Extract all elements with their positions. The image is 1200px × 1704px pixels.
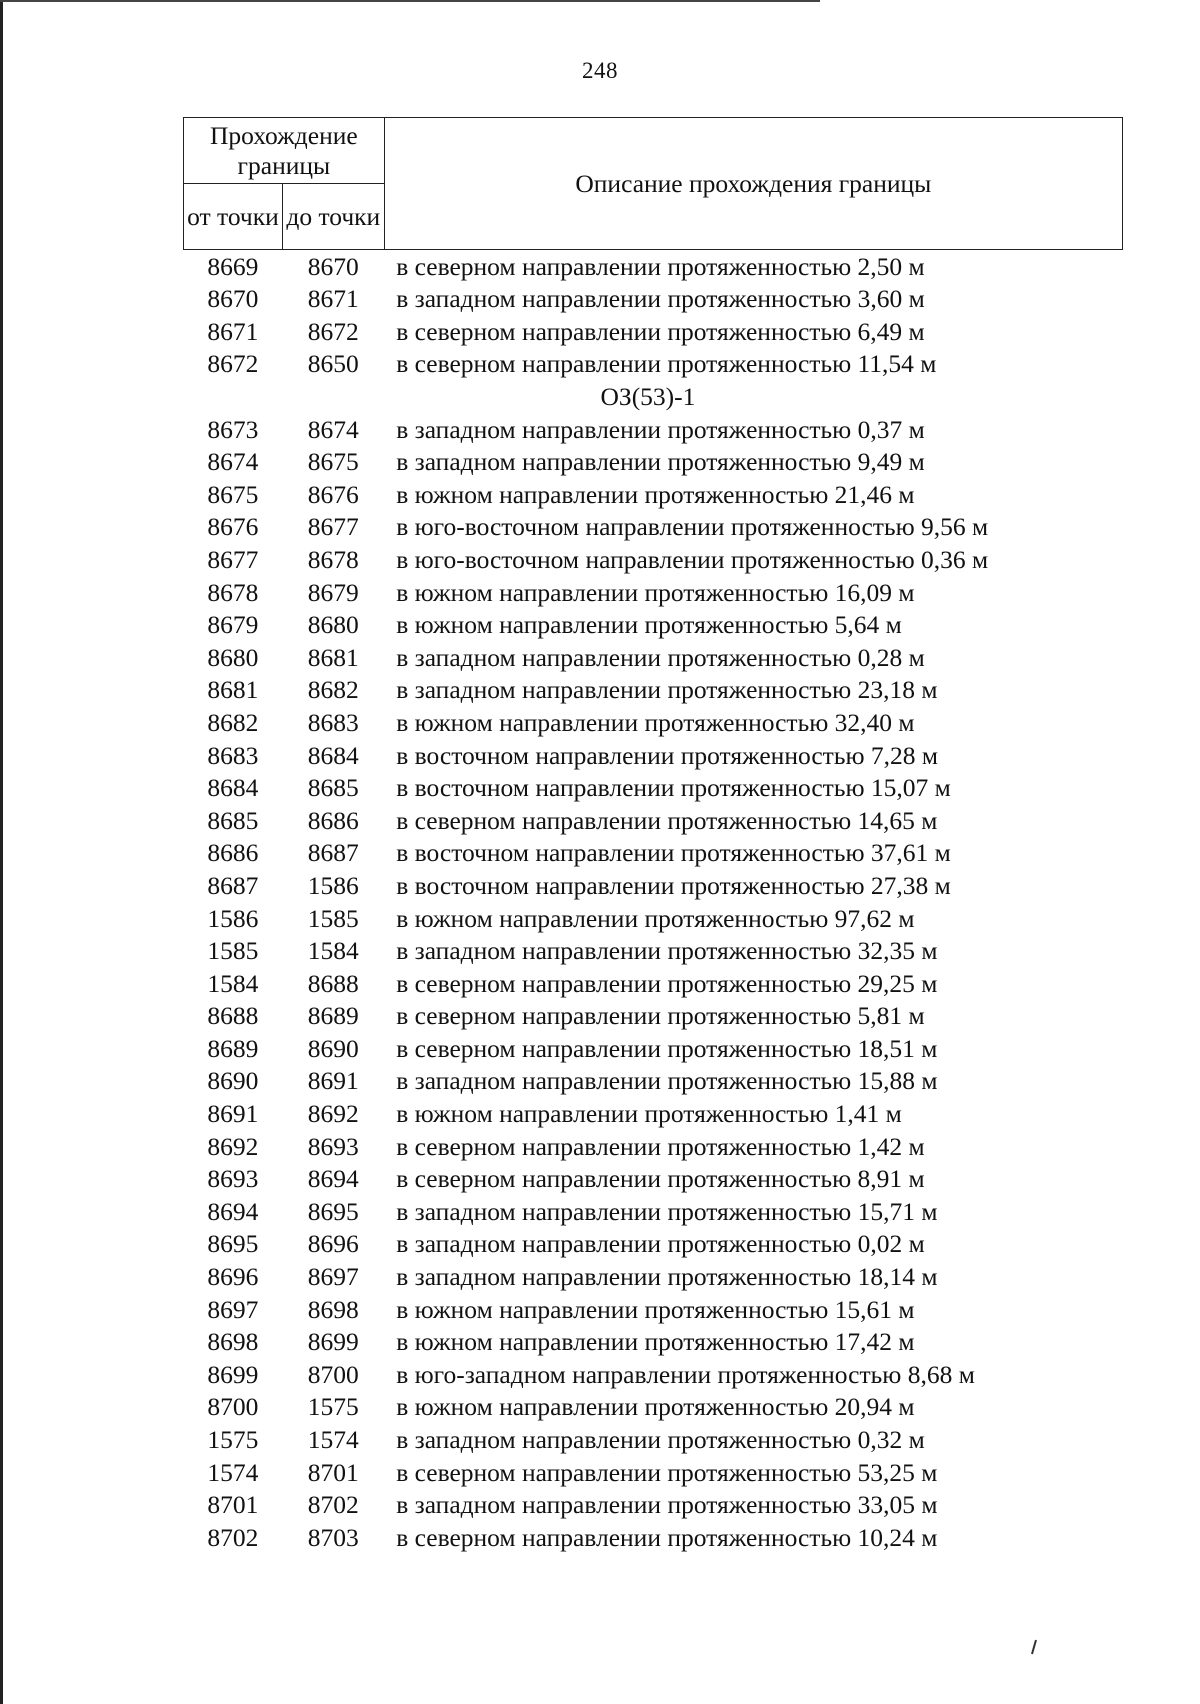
from-point-cell: 8670	[207, 284, 259, 314]
from-point-cell: 8696	[207, 1262, 259, 1292]
table-row	[184, 674, 1123, 707]
section-row	[184, 380, 1123, 413]
table-row	[184, 837, 1123, 870]
description-cell: в западном направлении протяженностью 18,14 м	[396, 1262, 938, 1292]
table-row	[184, 413, 1123, 446]
description-cell: в западном направлении протяженностью 0,28 м	[396, 642, 925, 672]
description-cell: в восточном направлении протяженностью 37,61 м	[396, 838, 951, 868]
description-cell: в северном направлении протяженностью 1,42 м	[396, 1131, 925, 1161]
table-row	[184, 1097, 1123, 1130]
section-block	[184, 380, 1123, 413]
description-cell: в западном направлении протяженностью 15,88 м	[396, 1066, 938, 1096]
table-row	[184, 1228, 1123, 1261]
description-cell: в северном направлении протяженностью 5,81 м	[396, 1001, 925, 1031]
description-cell: в северном направлении протяженностью 14,65 м	[396, 805, 938, 835]
to-point-cell: 8650	[307, 349, 359, 379]
to-point-cell: 8686	[307, 805, 359, 835]
description-cell: в южном направлении протяженностью 97,62 м	[396, 903, 915, 933]
to-point-cell: 8672	[307, 316, 359, 346]
from-point-cell: 8674	[207, 447, 259, 477]
from-point-cell: 8683	[207, 740, 259, 770]
to-point-cell: 8682	[307, 675, 359, 705]
table-row	[184, 1000, 1123, 1033]
to-point-cell: 8703	[307, 1522, 359, 1552]
from-point-cell: 8685	[207, 805, 259, 835]
description-cell: в южном направлении протяженностью 32,40 м	[396, 707, 915, 737]
description-cell: в южном направлении протяженностью 17,42 м	[396, 1327, 915, 1357]
to-point-cell: 8676	[307, 479, 359, 509]
to-point-cell: 8693	[307, 1131, 359, 1161]
description-cell: в северном направлении протяженностью 18,51 м	[396, 1033, 938, 1063]
to-point-cell: 8680	[307, 610, 359, 640]
from-point-cell: 8671	[207, 316, 259, 346]
from-point-cell: 8691	[207, 1099, 259, 1129]
to-point-cell: 8674	[307, 414, 359, 444]
table-row	[184, 1032, 1123, 1065]
header-description: Описание прохождения границы	[384, 118, 1122, 250]
rows-before-section	[184, 250, 1123, 381]
from-point-cell: 8675	[207, 479, 259, 509]
from-point-cell: 8684	[207, 773, 259, 803]
from-point-cell: 8687	[207, 870, 259, 900]
to-point-cell: 8696	[307, 1229, 359, 1259]
from-point-cell: 8686	[207, 838, 259, 868]
header-to-point: до точки	[282, 184, 384, 250]
from-point-cell: 8694	[207, 1196, 259, 1226]
to-point-cell: 1585	[307, 903, 359, 933]
table-row	[184, 1423, 1123, 1456]
from-point-cell: 1575	[207, 1425, 259, 1455]
description-cell: в северном направлении протяженностью 29,25 м	[396, 968, 938, 998]
description-cell: в западном направлении протяженностью 0,02 м	[396, 1229, 925, 1259]
table-row	[184, 772, 1123, 805]
from-point-cell: 8698	[207, 1327, 259, 1357]
description-cell: в северном направлении протяженностью 11,54 м	[396, 349, 937, 379]
from-point-cell: 8700	[207, 1392, 259, 1422]
from-point-cell: 1574	[207, 1457, 259, 1487]
to-point-cell: 8687	[307, 838, 359, 868]
to-point-cell: 8681	[307, 642, 359, 672]
table-row	[184, 315, 1123, 348]
description-cell: в западном направлении протяженностью 32,35 м	[396, 936, 938, 966]
to-point-cell: 8697	[307, 1262, 359, 1292]
from-point-cell: 8697	[207, 1294, 259, 1324]
table-row	[184, 1391, 1123, 1424]
to-point-cell: 8702	[307, 1490, 359, 1520]
page-number: 248	[582, 58, 618, 83]
from-point-cell: 8677	[207, 544, 259, 574]
description-cell: в южном направлении протяженностью 16,09 м	[396, 577, 915, 607]
boundary-table	[183, 117, 1123, 1554]
from-point-cell: 8690	[207, 1066, 259, 1096]
from-point-cell: 8693	[207, 1164, 259, 1194]
description-cell: в юго-западном направлении протяженностью 8,68 м	[396, 1359, 975, 1389]
table-row	[184, 1489, 1123, 1522]
table-row	[184, 1260, 1123, 1293]
table-row	[184, 1521, 1123, 1554]
from-point-cell: 8672	[207, 349, 259, 379]
to-point-cell: 1584	[307, 936, 359, 966]
from-point-cell: 8692	[207, 1131, 259, 1161]
from-point-cell: 8695	[207, 1229, 259, 1259]
to-point-cell: 8678	[307, 544, 359, 574]
table-row	[184, 250, 1123, 283]
from-point-cell: 8689	[207, 1033, 259, 1063]
description-cell: в западном направлении протяженностью 3,60 м	[396, 284, 925, 314]
table-row	[184, 1326, 1123, 1359]
table-row	[184, 1065, 1123, 1098]
to-point-cell: 8671	[307, 284, 359, 314]
to-point-cell: 1575	[307, 1392, 359, 1422]
description-cell: в западном направлении протяженностью 23,18 м	[396, 675, 938, 705]
table-row	[184, 967, 1123, 1000]
description-cell: в юго-восточном направлении протяженностью 9,56 м	[396, 512, 989, 542]
table-row	[184, 934, 1123, 967]
description-cell: в восточном направлении протяженностью 15,07 м	[396, 773, 951, 803]
description-cell: в южном направлении протяженностью 5,64 м	[396, 610, 902, 640]
from-point-cell: 8679	[207, 610, 259, 640]
to-point-cell: 8700	[307, 1359, 359, 1389]
to-point-cell: 8684	[307, 740, 359, 770]
to-point-cell: 8692	[307, 1099, 359, 1129]
description-cell: в западном направлении протяженностью 9,49 м	[396, 447, 925, 477]
to-point-cell: 8690	[307, 1033, 359, 1063]
table-row	[184, 609, 1123, 642]
page-edge-left	[0, 0, 3, 1704]
section-title: ОЗ(53)-1	[600, 382, 696, 412]
description-cell: в западном направлении протяженностью 15,71 м	[396, 1196, 938, 1226]
to-point-cell: 1586	[307, 870, 359, 900]
to-point-cell: 8701	[307, 1457, 359, 1487]
table-row	[184, 576, 1123, 609]
from-point-cell: 1585	[207, 936, 259, 966]
to-point-cell: 8691	[307, 1066, 359, 1096]
page-edge-top	[0, 0, 820, 2]
from-point-cell: 8673	[207, 414, 259, 444]
to-point-cell: 8670	[307, 251, 359, 281]
table-row	[184, 283, 1123, 316]
description-cell: в северном направлении протяженностью 2,50 м	[396, 251, 925, 281]
header-from-point: от точки	[184, 184, 283, 250]
table-row	[184, 641, 1123, 674]
from-point-cell: 8678	[207, 577, 259, 607]
to-point-cell: 1574	[307, 1425, 359, 1455]
to-point-cell: 8698	[307, 1294, 359, 1324]
table-row	[184, 348, 1123, 381]
from-point-cell: 1584	[207, 968, 259, 998]
table-row	[184, 869, 1123, 902]
to-point-cell: 8685	[307, 773, 359, 803]
to-point-cell: 8695	[307, 1196, 359, 1226]
from-point-cell: 8702	[207, 1522, 259, 1552]
table-row	[184, 1456, 1123, 1489]
rows-after-section	[184, 413, 1123, 1554]
table-row	[184, 1293, 1123, 1326]
description-cell: в западном направлении протяженностью 33,05 м	[396, 1490, 938, 1520]
description-cell: в северном направлении протяженностью 6,49 м	[396, 316, 925, 346]
from-point-cell: 8676	[207, 512, 259, 542]
ink-mark	[1024, 1636, 1044, 1660]
description-cell: в восточном направлении протяженностью 27,38 м	[396, 870, 951, 900]
description-cell: в северном направлении протяженностью 53,25 м	[396, 1457, 938, 1487]
table-row	[184, 543, 1123, 576]
from-point-cell: 8680	[207, 642, 259, 672]
to-point-cell: 8679	[307, 577, 359, 607]
table-header	[184, 118, 1123, 250]
table-row	[184, 902, 1123, 935]
to-point-cell: 8683	[307, 707, 359, 737]
description-cell: в северном направлении протяженностью 10,24 м	[396, 1522, 938, 1552]
from-point-cell: 1586	[207, 903, 259, 933]
table-row	[184, 1358, 1123, 1391]
description-cell: в южном направлении протяженностью 21,46 м	[396, 479, 915, 509]
to-point-cell: 8689	[307, 1001, 359, 1031]
from-point-cell: 8681	[207, 675, 259, 705]
table-row	[184, 1163, 1123, 1196]
header-passage: Прохождение границы	[184, 118, 385, 184]
table-row	[184, 478, 1123, 511]
to-point-cell: 8677	[307, 512, 359, 542]
description-cell: в западном направлении протяженностью 0,32 м	[396, 1425, 925, 1455]
description-cell: в западном направлении протяженностью 0,37 м	[396, 414, 925, 444]
description-cell: в южном направлении протяженностью 20,94 м	[396, 1392, 915, 1422]
from-point-cell: 8688	[207, 1001, 259, 1031]
table-row	[184, 446, 1123, 479]
to-point-cell: 8675	[307, 447, 359, 477]
table-row	[184, 1195, 1123, 1228]
to-point-cell: 8694	[307, 1164, 359, 1194]
description-cell: в восточном направлении протяженностью 7,28 м	[396, 740, 939, 770]
description-cell: в южном направлении протяженностью 1,41 м	[396, 1099, 902, 1129]
from-point-cell: 8682	[207, 707, 259, 737]
table-row	[184, 1130, 1123, 1163]
from-point-cell: 8701	[207, 1490, 259, 1520]
description-cell: в северном направлении протяженностью 8,91 м	[396, 1164, 925, 1194]
to-point-cell: 8688	[307, 968, 359, 998]
table-row	[184, 511, 1123, 544]
table-row	[184, 706, 1123, 739]
table-row	[184, 739, 1123, 772]
from-point-cell: 8699	[207, 1359, 259, 1389]
from-point-cell: 8669	[207, 251, 259, 281]
description-cell: в юго-восточном направлении протяженностью 0,36 м	[396, 544, 989, 574]
to-point-cell: 8699	[307, 1327, 359, 1357]
table-row	[184, 804, 1123, 837]
description-cell: в южном направлении протяженностью 15,61 м	[396, 1294, 915, 1324]
